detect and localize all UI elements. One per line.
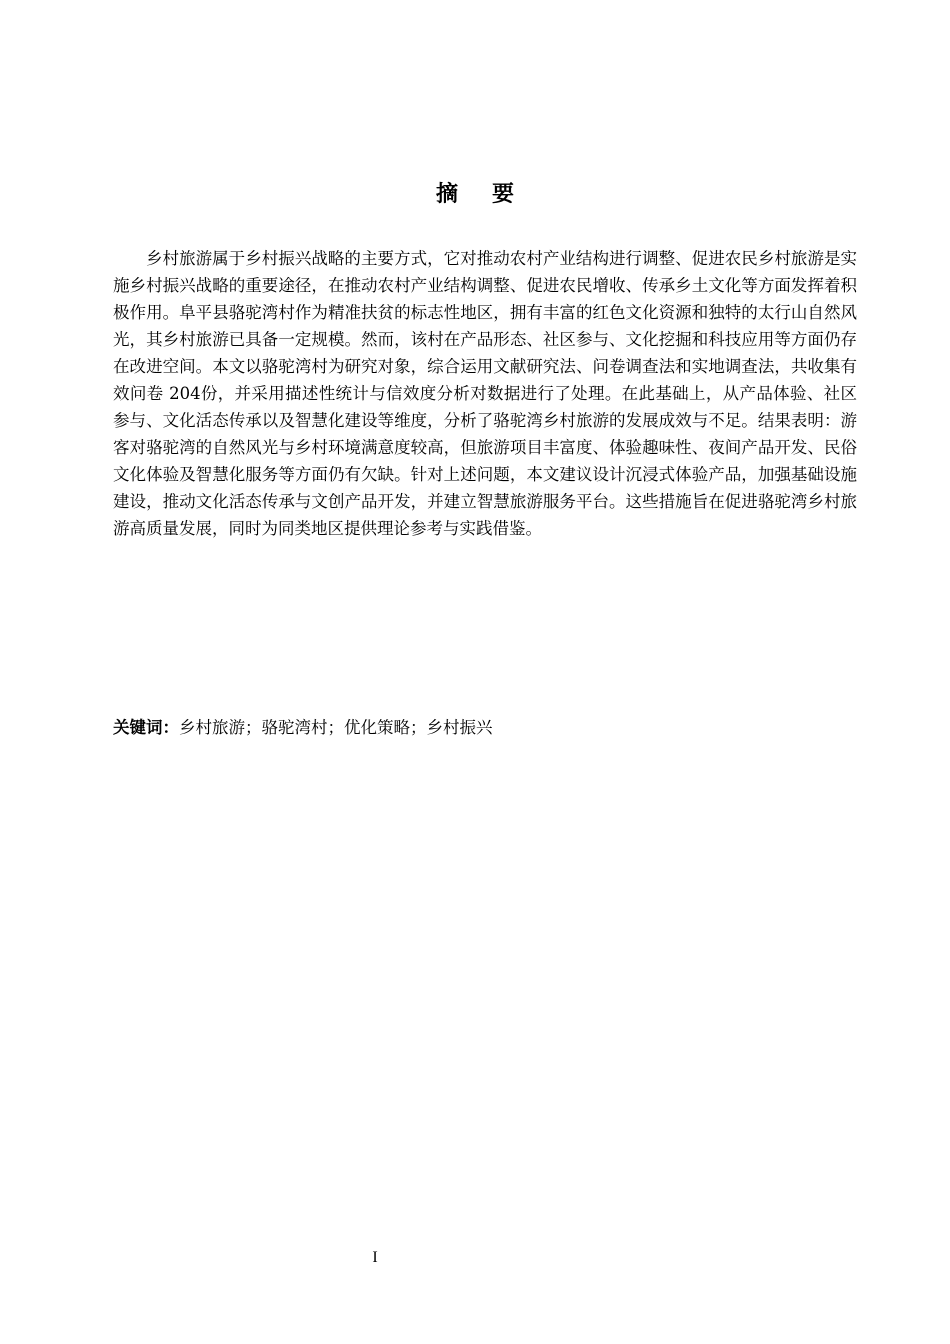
keywords-values: 乡村旅游；骆驼湾村；优化策略；乡村振兴 bbox=[179, 718, 493, 737]
abstract-title: 摘要 bbox=[435, 182, 548, 207]
keywords-line bbox=[113, 714, 857, 741]
page-number: I bbox=[372, 1249, 378, 1266]
keywords-label: 关键词： bbox=[113, 718, 179, 737]
abstract-body: 乡村旅游属于乡村振兴战略的主要方式，它对推动农村产业结构进行调整、促进农民乡村旅游是实施乡村振兴战略的重要途径，在推动农村产业结构调整、促进农民增收、传承乡土文化等方面发挥着积极作用。阜平县骆驼湾村作为精准扶贫的标志性地区，拥有丰富的红色文化资源和独特的太行山自然风光，其乡村旅游已具备一定规模。然而，该村在产品形态、社区参与、文化挖掘和科技应用等方面仍存在改进空间。本文以骆驼湾村为研究对象，综合运用文献研究法、问卷调查法和实地调查法，共收集有效问卷 204份，并采用描述性统计与信效度分析对数据进行了处理。在此基础上，从产品体验、社区参与、文化活态传承以及智慧化建设等维度，分析了骆驼湾乡村旅游的发展成效与不足。结果表明：游客对骆驼湾的自然风光与乡村环境满意度较高，但旅游项目丰富度、体验趣味性、夜间产品开发、民俗文化体验及智慧化服务等方面仍有欠缺。针对上述问题，本文建议设计沉浸式体验产品，加强基础设施建设，推动文化活态传承与文创产品开发，并建立智慧旅游服务平台。这些措施旨在促进骆驼湾乡村旅游高质量发展，同时为同类地区提供理论参考与实践借鉴。 bbox=[113, 249, 857, 538]
